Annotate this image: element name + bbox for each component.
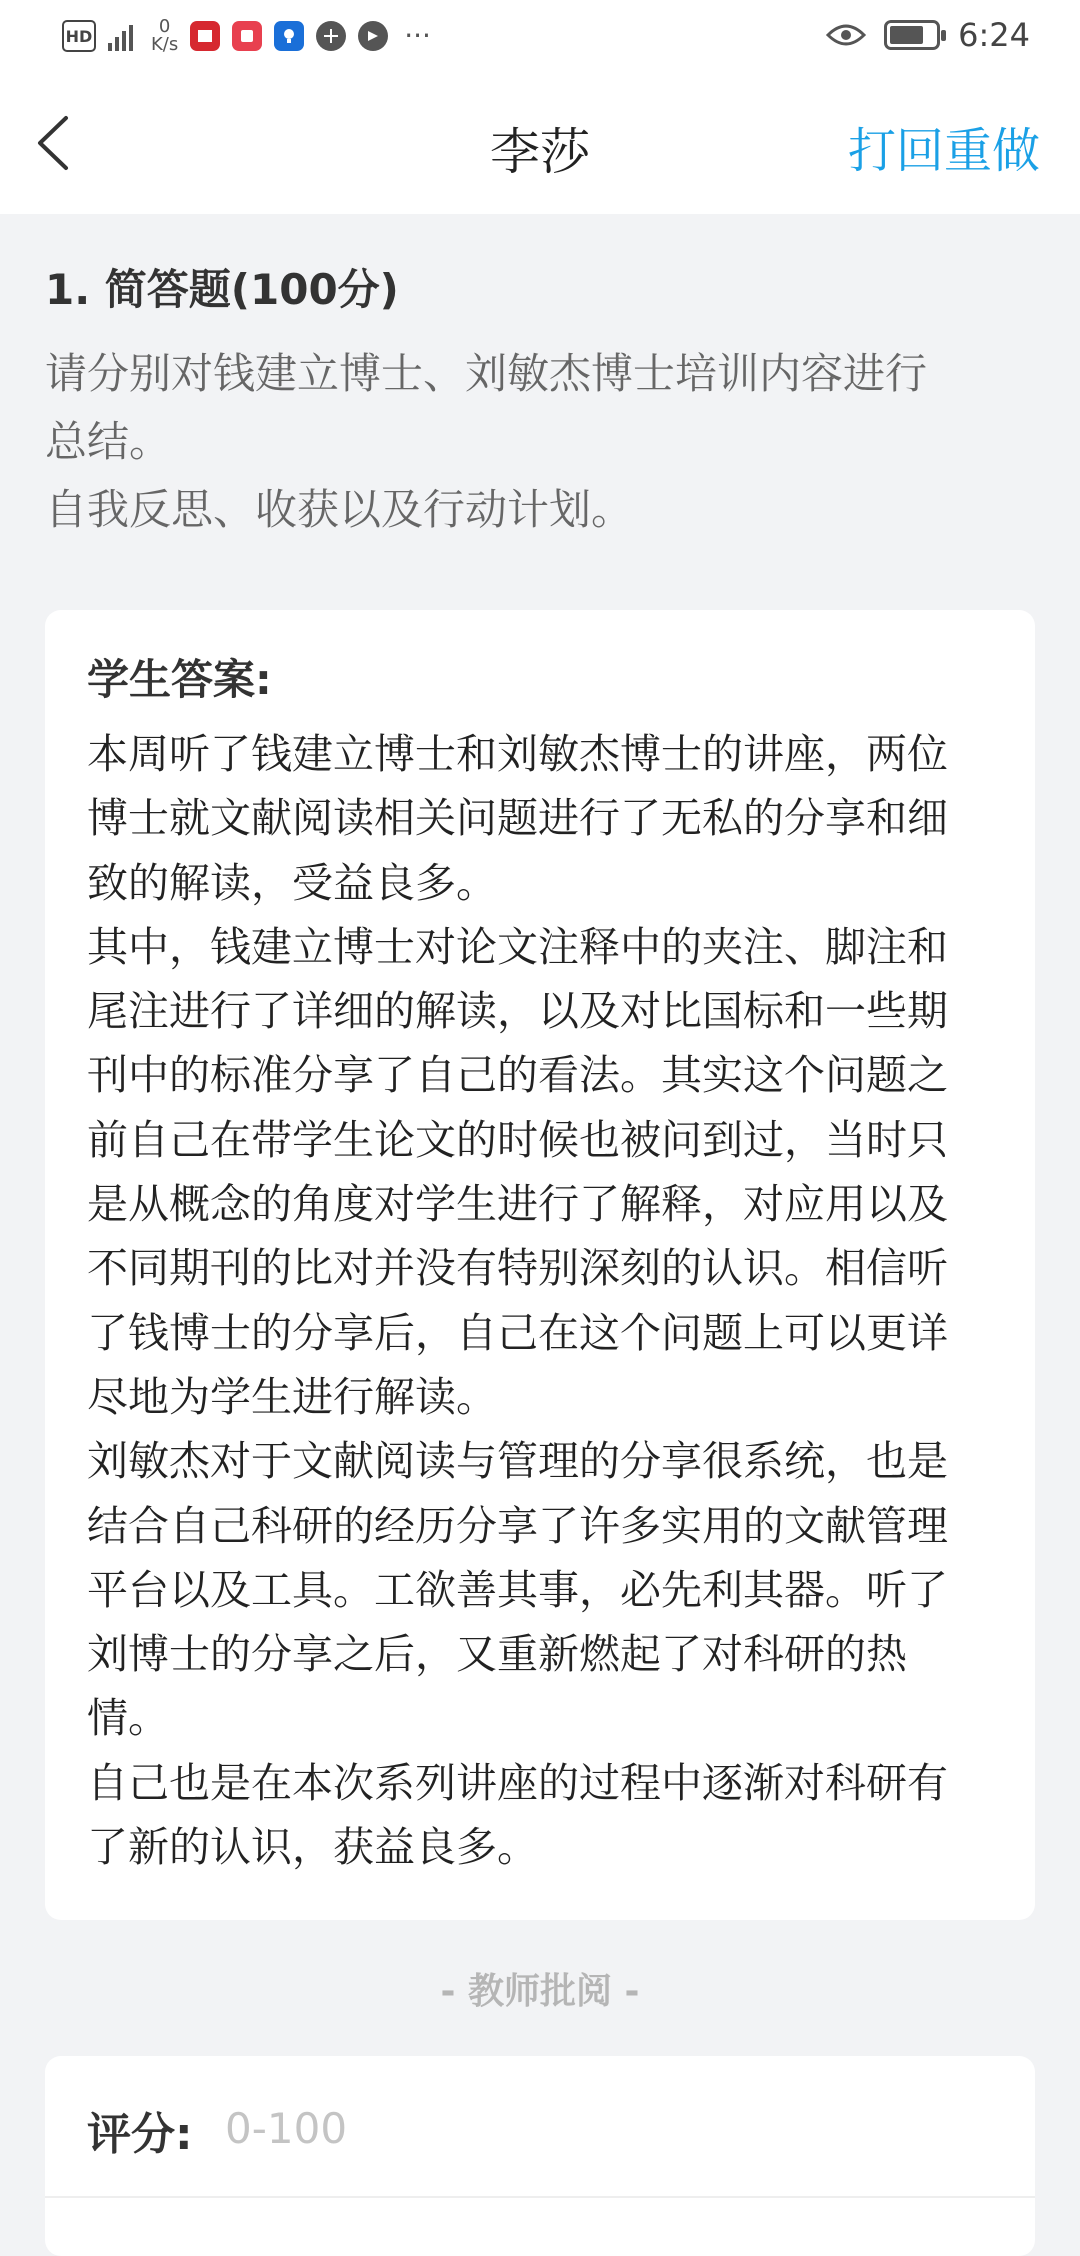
divider: [45, 2196, 1035, 2198]
app-header: [0, 72, 1080, 214]
app-icon-arrow: [358, 21, 388, 51]
redo-button[interactable]: 打回重做: [847, 123, 1040, 179]
status-left: [62, 18, 431, 54]
score-card: [45, 2056, 1035, 2256]
clock: 6:24: [958, 16, 1030, 54]
score-input[interactable]: [223, 2092, 827, 2164]
network-speed-value: 0: [158, 16, 171, 37]
question-title: 1. 简答题(100分): [45, 265, 399, 314]
status-right: [826, 16, 1030, 54]
app-icon-red: [190, 21, 220, 51]
app-icon-book: [232, 21, 262, 51]
page-title: 李莎: [490, 123, 590, 181]
question-section: [45, 262, 1035, 544]
score-label: 评分:: [87, 2109, 193, 2160]
more-notifications-icon: ···: [404, 19, 431, 52]
battery-level: [890, 26, 923, 44]
app-icon-bulb: [274, 21, 304, 51]
question-body: 请分别对钱建立博士、刘敏杰博士培训内容进行 总结。 自我反思、收获以及行动计划。: [45, 349, 928, 534]
answer-label: 学生答案:: [87, 655, 272, 704]
network-speed-unit: K/s: [151, 34, 179, 55]
network-speed: [151, 18, 178, 54]
app-icon-ball: [316, 21, 346, 51]
battery-icon: [884, 20, 940, 50]
answer-card: [45, 610, 1035, 1920]
signal-icon: [108, 21, 133, 51]
hd-icon: HD: [62, 20, 96, 52]
status-bar: [0, 0, 1080, 72]
eye-icon: [826, 23, 866, 47]
teacher-review-divider: - 教师批阅 -: [440, 1971, 640, 2012]
answer-text: 本周听了钱建立博士和刘敏杰博士的讲座，两位 博士就文献阅读相关问题进行了无私的分享和细 致的解读，受益良多。 其中，钱建立博士对论文注释中的夹注、脚注和 尾注进行了详细的解读，以及对比国标和一些期 刊中的标准分享了自己的看法。其实这个问题之 前自己在带学生论文的时候也被问到过，当时只 是从概念的角度对学生进行了解释，对应用以及 不同期刊的比对并没有特别深刻的认识。相信听 了钱博士的分享后，自己在这个问题上可以更详 尽地为学生进行解读。 刘敏杰对于文献阅读与管理的分享很系统，也是 结合自己科研的经历分享了许多实用的文献管理 平台以及工具。工欲善其事，必先利其器。听了 刘博士的分享之后，又重新燃起了对科研的热 情。 自己也是在本次系列讲座的过程中逐渐对科研有 了新的认识，获益良多。: [87, 730, 948, 1872]
